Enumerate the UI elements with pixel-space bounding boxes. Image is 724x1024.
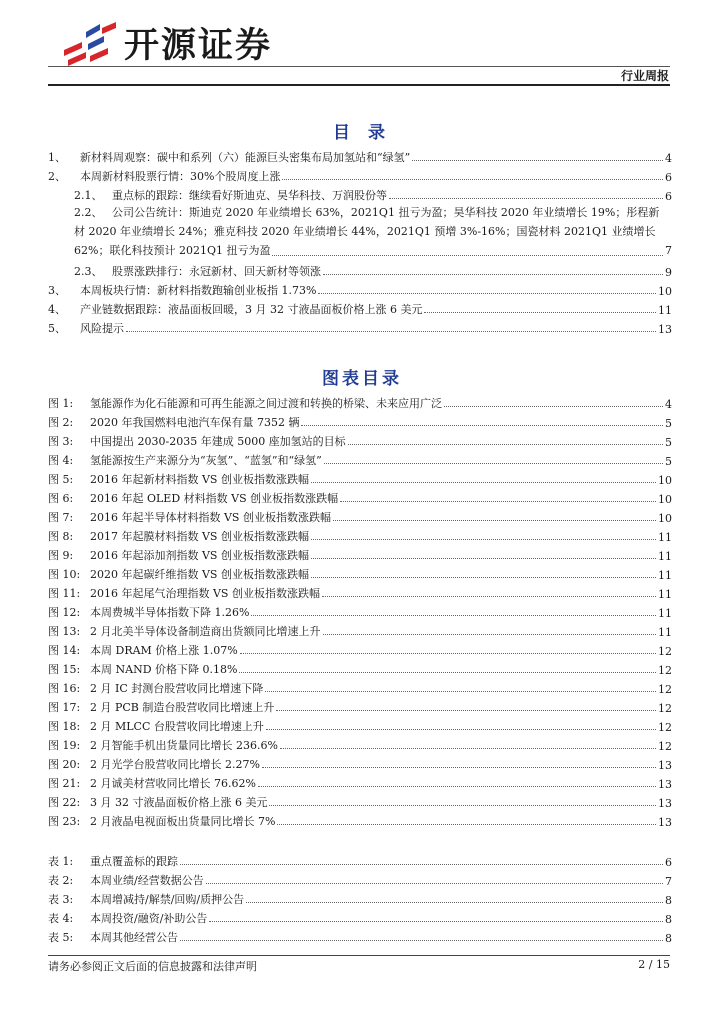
- figure-entry[interactable]: 图 19: 2 月智能手机出货量同比增长 236.6% 12: [48, 739, 672, 753]
- figure-entry[interactable]: 图 22: 3 月 32 寸液晶面板价格上涨 6 美元 13: [48, 796, 672, 810]
- footer-disclaimer: 请务必参阅正文后面的信息披露和法律声明: [48, 960, 257, 973]
- table-list: [48, 850, 672, 945]
- figure-entry[interactable]: 图 23: 2 月液晶电视面板出货量同比增长 7% 13: [48, 815, 672, 829]
- figure-entry[interactable]: 图 2: 2020 年我国燃料电池汽车保有量 7352 辆 5: [48, 416, 672, 430]
- header-divider: [48, 66, 670, 67]
- figure-entry[interactable]: 图 4: 氢能源按生产来源分为“灰氢”、“蓝氢”和“绿氢” 5: [48, 454, 672, 468]
- toc-title: 目 录: [333, 123, 391, 143]
- figure-entry[interactable]: 图 8: 2017 年起膜材料指数 VS 创业板指数涨跌幅 11: [48, 530, 672, 544]
- toc-item[interactable]: 5、 风险提示 13: [48, 322, 672, 336]
- toc-subitem[interactable]: 2.2、 公司公告统计：斯迪克 2020 年业绩增长 63%，2021Q1 扭亏为盈；昊华科技 2020 年业绩增长 19%；彤程新 材 2020 年业绩增长 24%；雅克科技 2020 年业绩增长 44%，2021Q1 预增 3%-16%；国瓷材料 2021Q1 业绩增长 62%；联化科技预计 2021Q1 扭亏为盈 7: [74, 206, 672, 257]
- toc-item[interactable]: 1、 新材料周观察：碳中和系列（六）能源巨头密集布局加氢站和“绿氢” 4: [48, 151, 672, 165]
- report-type: 行业周报: [620, 69, 669, 83]
- toc-list: [48, 146, 672, 336]
- figure-entry[interactable]: 图 1: 氢能源作为化石能源和可再生能源之间过渡和转换的桥梁、未来应用广泛 4: [48, 397, 672, 411]
- kaiyuan-logo-icon: [60, 20, 120, 68]
- figure-entry[interactable]: 图 3: 中国提出 2030-2035 年建成 5000 座加氢站的目标 5: [48, 435, 672, 449]
- figure-entry[interactable]: 图 15: 本周 NAND 价格下降 0.18% 12: [48, 663, 672, 677]
- table-entry[interactable]: 表 3: 本周增减持/解禁/回购/质押公告 8: [48, 893, 672, 907]
- figure-entry[interactable]: 图 5: 2016 年起新材料指数 VS 创业板指数涨跌幅 10: [48, 473, 672, 487]
- header-divider-bold: [48, 84, 670, 86]
- figure-entry[interactable]: 图 11: 2016 年起尾气治理指数 VS 创业板指数涨跌幅 11: [48, 587, 672, 601]
- brand-name: 开源证券: [124, 26, 273, 66]
- table-entry[interactable]: 表 5: 本周其他经营公告 8: [48, 931, 672, 945]
- figure-entry[interactable]: 图 20: 2 月光学台股营收同比增长 2.27% 13: [48, 758, 672, 772]
- footer-divider: [48, 955, 670, 956]
- table-entry[interactable]: 表 2: 本周业绩/经营数据公告 7: [48, 874, 672, 888]
- toc-subitem[interactable]: 2.1、 重点标的跟踪：继续看好斯迪克、昊华科技、万润股份等 6: [74, 189, 672, 203]
- figure-entry[interactable]: 图 12: 本周费城半导体指数下降 1.26% 11: [48, 606, 672, 620]
- figure-entry[interactable]: 图 7: 2016 年起半导体材料指数 VS 创业板指数涨跌幅 10: [48, 511, 672, 525]
- table-entry[interactable]: 表 1: 重点覆盖标的跟踪 6: [48, 855, 672, 869]
- toc-item[interactable]: 2、 本周新材料股票行情：30%个股周度上涨 6: [48, 170, 672, 184]
- toc-item[interactable]: 3、 本周板块行情：新材料指数跑输创业板指 1.73% 10: [48, 284, 672, 298]
- figure-list: [48, 392, 672, 829]
- table-entry[interactable]: 表 4: 本周投资/融资/补助公告 8: [48, 912, 672, 926]
- figure-entry[interactable]: 图 6: 2016 年起 OLED 材料指数 VS 创业板指数涨跌幅 10: [48, 492, 672, 506]
- figure-entry[interactable]: 图 17: 2 月 PCB 制造台股营收同比增速上升 12: [48, 701, 672, 715]
- figure-entry[interactable]: 图 13: 2 月北美半导体设备制造商出货额同比增速上升 11: [48, 625, 672, 639]
- figure-entry[interactable]: 图 18: 2 月 MLCC 台股营收同比增速上升 12: [48, 720, 672, 734]
- figure-entry[interactable]: 图 16: 2 月 IC 封测台股营收同比增速下降 12: [48, 682, 672, 696]
- page-header: [0, 0, 724, 83]
- page-number: 2 / 15: [638, 958, 670, 971]
- figure-entry[interactable]: 图 21: 2 月诚美材营收同比增长 76.62% 13: [48, 777, 672, 791]
- toc-item[interactable]: 4、 产业链数据跟踪：液晶面板回暖，3 月 32 寸液晶面板价格上涨 6 美元 11: [48, 303, 672, 317]
- figure-entry[interactable]: 图 10: 2020 年起碳纤维指数 VS 创业板指数涨跌幅 11: [48, 568, 672, 582]
- figure-entry[interactable]: 图 9: 2016 年起添加剂指数 VS 创业板指数涨跌幅 11: [48, 549, 672, 563]
- figure-entry[interactable]: 图 14: 本周 DRAM 价格上涨 1.07% 12: [48, 644, 672, 658]
- toc-subitem[interactable]: 2.3、 股票涨跌排行：永冠新材、回天新材等领涨 9: [74, 265, 672, 279]
- figures-title: 图表目录: [322, 369, 402, 389]
